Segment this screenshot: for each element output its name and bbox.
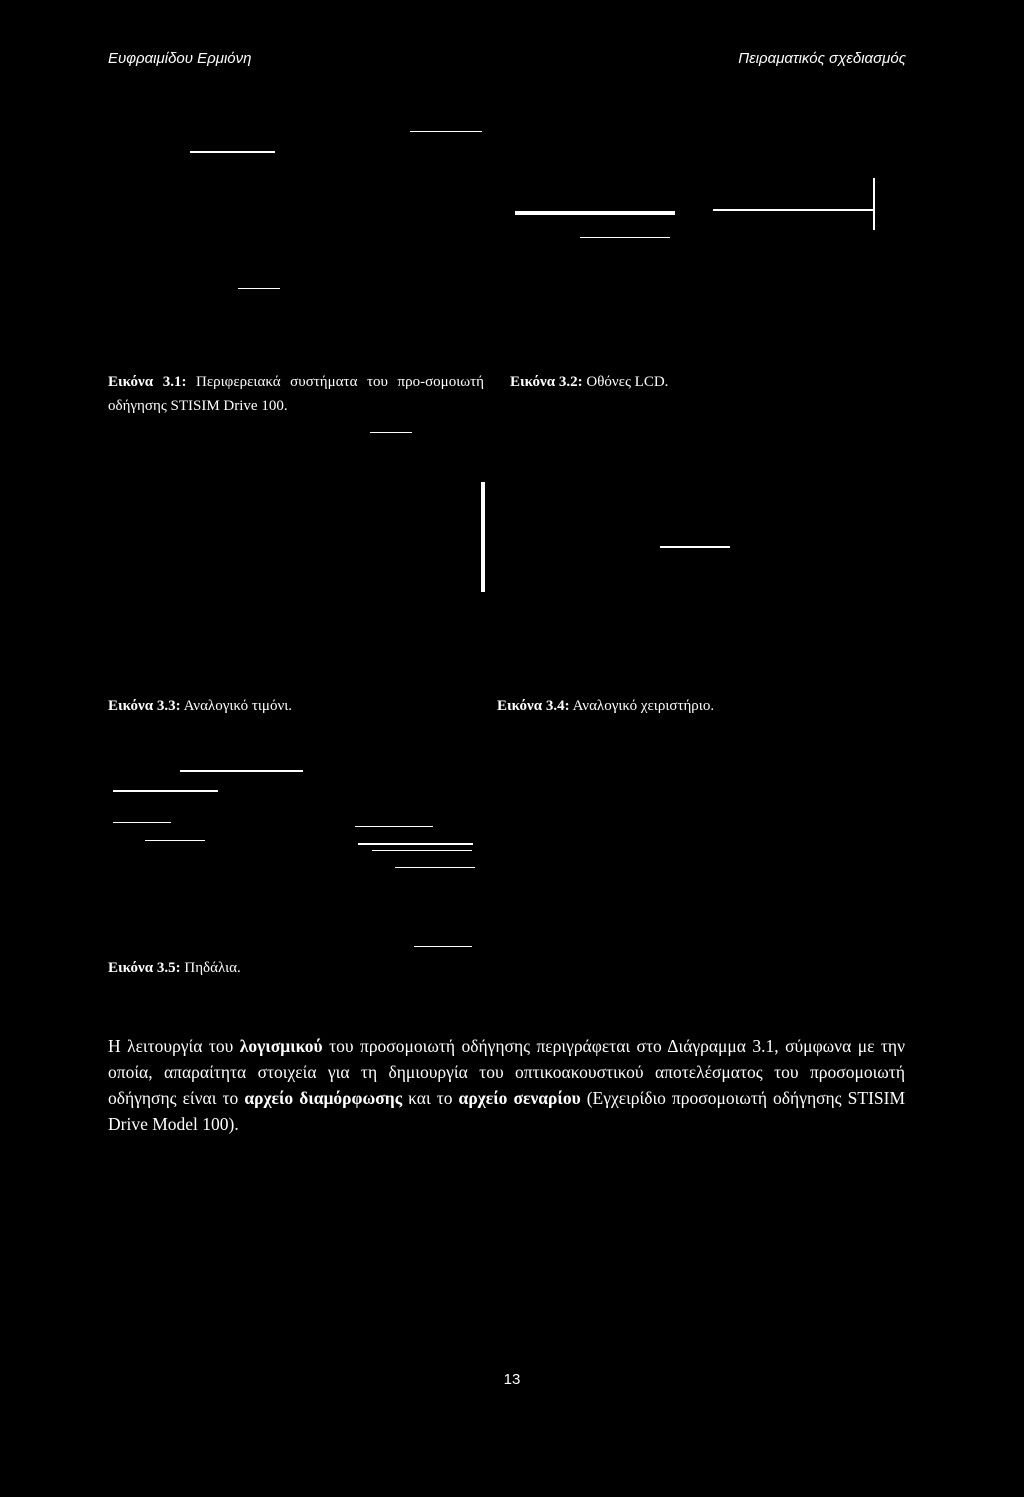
figure-3-4-caption-text: Αναλογικό χειριστήριο. — [572, 698, 715, 714]
figure-3-2-caption — [510, 370, 668, 394]
term-configuration-file: αρχείο διαμόρφωσης — [244, 1088, 403, 1108]
figure-3-4-label: Εικόνα 3.4: — [497, 698, 570, 714]
figure-3-2-label: Εικόνα 3.2: — [510, 374, 583, 390]
figure-3-3-caption-text: Αναλογικό τιμόνι. — [183, 698, 293, 714]
figure-3-3-label: Εικόνα 3.3: — [108, 698, 181, 714]
figure-3-1-caption-text: Περιφερειακά συστήματα του προ-σομοιωτή οδήγησης STISIM Drive 100. — [108, 374, 485, 414]
running-header-author: Ευφραιμίδου Ερμιόνη — [108, 50, 252, 67]
figure-3-3-caption — [108, 694, 292, 718]
term-software: λογισμικού — [239, 1036, 323, 1056]
figure-3-1-label: Εικόνα 3.1: — [108, 374, 187, 390]
figure-3-2-caption-text: Οθόνες LCD. — [586, 374, 669, 390]
figure-3-5-caption-text: Πηδάλια. — [184, 960, 241, 976]
term-scenario-file: αρχείο σεναρίου — [458, 1088, 581, 1108]
running-header-section: Πειραματικός σχεδιασμός — [738, 50, 906, 67]
page-number: 13 — [503, 1371, 521, 1388]
figure-3-1-caption — [108, 370, 484, 418]
figure-3-5-caption — [108, 956, 241, 980]
figure-3-5-label: Εικόνα 3.5: — [108, 960, 181, 976]
figure-3-4-caption — [497, 694, 714, 718]
diagram-reference: Διάγραμμα 3.1 — [667, 1036, 775, 1056]
body-paragraph: Η λειτουργία του λογισμικού του προσομοιωτή οδήγησης περιγράφεται στο Διάγραμμα 3.1, σύμφωνα με την οποία, απαραίτητα στοιχεία για τη δημιουργία του οπτικοακουστικού αποτελέσματος του προσομοιωτή οδήγησης είναι το αρχείο διαμόρφωσης και το αρχείο σεναρίου (Εγχειρίδιο προσομοιωτή οδήγησης STISIM Drive Model 100). — [108, 1036, 906, 1134]
